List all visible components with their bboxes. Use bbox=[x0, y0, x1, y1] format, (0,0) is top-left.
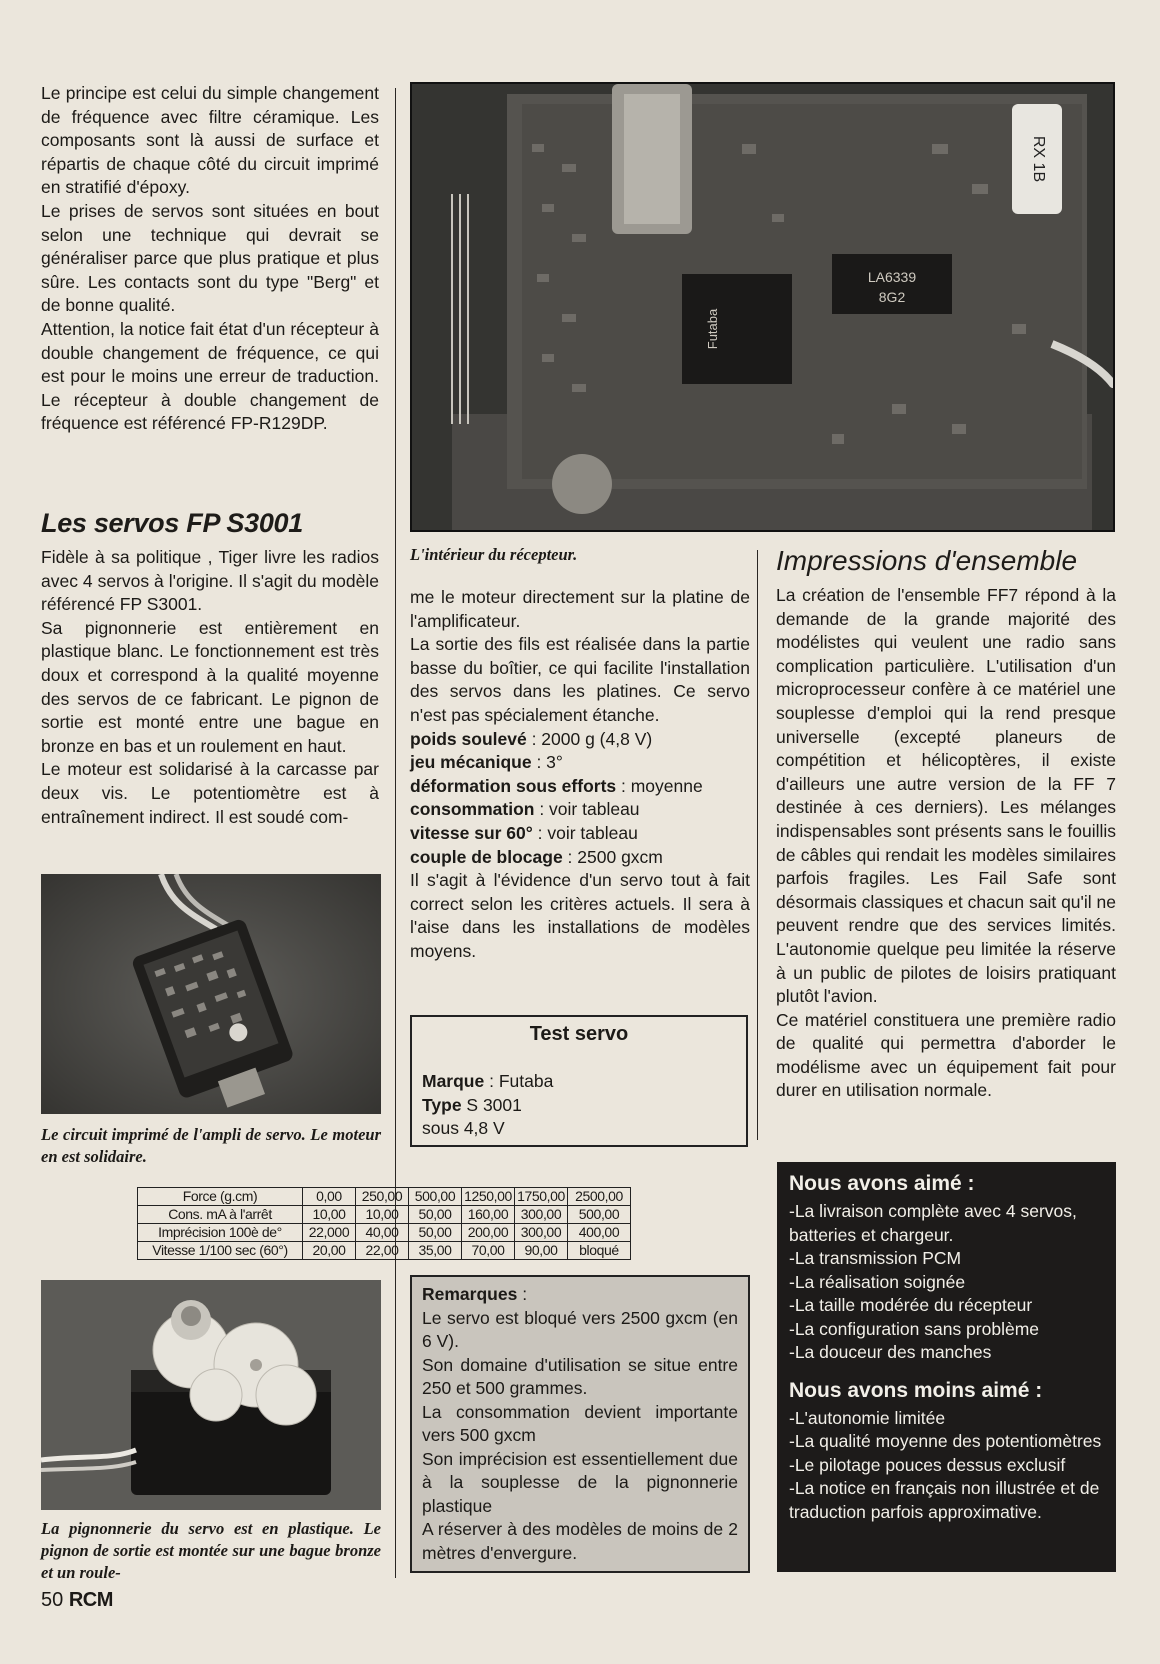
spec-item: couple de blocage : 2500 gxcm bbox=[410, 846, 663, 867]
servo-gears-caption: La pignonnerie du servo est en plastique. Le pignon de sortie est montée sur une bague bronze et un roule- bbox=[41, 1519, 381, 1582]
receiver-board-illustration bbox=[412, 84, 1113, 530]
liked-item: -La configuration sans problème bbox=[789, 1318, 1040, 1339]
remarks-title: Remarques : bbox=[422, 1284, 528, 1304]
table-row: Imprécision 100è de° 22,000 40,00 50,00 200,00 300,00 400,00 bbox=[138, 1224, 631, 1242]
paragraph: Le prises de servos sont situées en bout selon une technique qui devrait se généraliser parce que plus pratique et plus sûre. Les contacts sont du type "Berg" et de bonne qualité. bbox=[41, 200, 379, 316]
disliked-item: -La notice en français non illustrée et de traduction parfois approximative. bbox=[789, 1478, 1100, 1522]
liked-title: Nous avons aimé : bbox=[789, 1172, 975, 1195]
paragraph: me le moteur directement sur la platine de l'amplificateur. bbox=[410, 587, 750, 631]
main-chip bbox=[682, 274, 792, 384]
test-servo-title: Test servo bbox=[529, 1023, 629, 1045]
paragraph: La création de l'ensemble FF7 répond à la demande de la grande majorité des modélistes qui veulent une radio sans complication particulière. L'utilisation d'un microprocesseur confère à ce matériel une souplesse d'emploi qui la rend presque universelle (excepté planeurs de compétition et hélicoptères, il existe d'ailleurs une autre version de la FF 7 destinée à ces derniers). Les mélanges indispensables sont présents sans le fouillis de câbles qui rendait les modèles similaires parfois fragiles. Les Fail Safe sont désormais classiques et chacun sait qu'il ne peuvent rendre que des services limités. L'autonomie quelque peu limitée la réserve à un public de pilotes de loisirs pratiquant plutôt l'avion. bbox=[776, 585, 1116, 1007]
paragraph: Il s'agit à l'évidence d'un servo tout à fait correct selon les critères actuels. Il sera à l'aise dans les installations de modèles moyens. bbox=[410, 870, 750, 961]
liked-item: -La livraison complète avec 4 servos, batteries et chargeur. bbox=[789, 1201, 1077, 1245]
servo-circuit-photo bbox=[41, 874, 381, 1114]
svg-text:8G2: 8G2 bbox=[878, 289, 906, 305]
intro-text bbox=[41, 82, 379, 436]
paragraph: Sa pignonnerie est entièrement en plastique blanc. Le fonctionnement est très doux et correspond à la qualité moyenne des servos de ce fabricant. Le pignon de sortie est monté entre une bague en bronze en bas et un roulement en haut. bbox=[41, 617, 379, 756]
paragraph: Fidèle à sa politique , Tiger livre les radios avec 4 servos à l'origine. Il s'agit du modèle référencé FP S3001. bbox=[41, 547, 379, 615]
servos-heading: Les servos FP S3001 bbox=[41, 508, 303, 538]
svg-text:LA6339: LA6339 bbox=[867, 269, 917, 285]
paragraph: Attention, la notice fait état d'un récepteur à double changement de fréquence, ce qui est pour le moins une erreur de traduction. Le récepteur à double changement de fréquence est référencé FP-R129DP. bbox=[41, 318, 379, 434]
page-number: 50 bbox=[41, 1589, 64, 1611]
svg-text:Futaba: Futaba bbox=[705, 308, 720, 350]
spec-item: poids soulevé : 2000 g (4,8 V) bbox=[410, 728, 653, 749]
liked-item: -La taille modérée du récepteur bbox=[789, 1295, 1033, 1315]
table-row: Vitesse 1/100 sec (60°) 20,00 22,00 35,00 70,00 90,00 bloqué bbox=[138, 1242, 631, 1260]
paragraph: Ce matériel constituera une première radio de qualité qui permettra d'aborder le modélisme avec un équipement fait pour durer en utilisation normale. bbox=[776, 1009, 1116, 1101]
impressions-text bbox=[776, 584, 1116, 1103]
paragraph: La sortie des fils est réalisée dans la partie basse du boîtier, ce qui facilite l'installation des servos dans les platines. Ce servo n'est pas spécialement étanche. bbox=[410, 634, 750, 725]
impressions-heading: Impressions d'ensemble bbox=[776, 545, 1078, 576]
verdict-box bbox=[777, 1162, 1116, 1572]
remark-line: Le servo est bloqué vers 2500 gxcm (en 6 V). bbox=[422, 1307, 738, 1351]
liked-item: -La douceur des manches bbox=[789, 1342, 992, 1362]
servo-circuit-caption: Le circuit imprimé de l'ampli de servo. Le moteur en est solidaire. bbox=[41, 1125, 381, 1166]
table-row: Cons. mA à l'arrêt 10,00 10,00 50,00 160,00 300,00 500,00 bbox=[138, 1206, 631, 1224]
spec-item: déformation sous efforts : moyenne bbox=[410, 775, 703, 796]
paragraph: Le moteur est solidarisé à la carcasse par deux vis. Le potentiomètre est à entraînement indirect. Il est soudé com- bbox=[41, 759, 379, 827]
servo-gears-photo bbox=[41, 1280, 381, 1510]
servo-test-table bbox=[137, 1187, 631, 1260]
marque-line: Marque : Futaba bbox=[422, 1071, 554, 1091]
servo-gears-illustration bbox=[41, 1280, 381, 1510]
remarks-box bbox=[410, 1275, 750, 1573]
table-row: Force (g.cm) 0,00 250,00 500,00 1250,00 1750,00 2500,00 bbox=[138, 1188, 631, 1206]
remark-line: Son domaine d'utilisation se situe entre 250 et 500 grammes. bbox=[422, 1354, 738, 1398]
type-line: Type S 3001 bbox=[422, 1094, 522, 1115]
paragraph: Le principe est celui du simple changement de fréquence avec filtre céramique. Les composants sont là aussi de surface et répartis de chaque côté du circuit imprimé en stratifié d'époxy. bbox=[41, 83, 379, 198]
disliked-title: Nous avons moins aimé : bbox=[789, 1378, 1043, 1402]
test-servo-box bbox=[410, 1015, 748, 1147]
receiver-caption: L'intérieur du récepteur. bbox=[410, 545, 578, 564]
liked-item: -La transmission PCM bbox=[789, 1248, 962, 1268]
disliked-item: -Le pilotage pouces dessus exclusif bbox=[789, 1454, 1066, 1475]
remark-line: La consommation devient importante vers 500 gxcm bbox=[422, 1401, 738, 1445]
spec-list bbox=[410, 728, 750, 870]
servo-details-text bbox=[410, 586, 750, 964]
receiver-photo bbox=[410, 82, 1115, 532]
disliked-item: -L'autonomie limitée bbox=[789, 1407, 946, 1428]
servos-text bbox=[41, 546, 379, 829]
voltage-line: sous 4,8 V bbox=[422, 1118, 505, 1138]
disliked-item: -La qualité moyenne des potentiomètres bbox=[789, 1431, 1102, 1451]
page-footer bbox=[41, 1589, 113, 1612]
spec-item: vitesse sur 60° : voir tableau bbox=[410, 822, 638, 843]
remark-line: Son imprécision est essentiellement due à la souplesse de la pignonnerie plastique bbox=[422, 1448, 738, 1516]
servo-circuit-illustration bbox=[41, 874, 381, 1114]
svg-text:RX 1B: RX 1B bbox=[1030, 135, 1047, 183]
liked-item: -La réalisation soignée bbox=[789, 1271, 966, 1292]
magazine-name: RCM bbox=[68, 1589, 113, 1611]
spec-item: consommation : voir tableau bbox=[410, 799, 640, 820]
remark-line: A réserver à des modèles de moins de 2 mètres d'envergure. bbox=[422, 1519, 738, 1563]
spec-item: jeu mécanique : 3° bbox=[410, 752, 563, 773]
